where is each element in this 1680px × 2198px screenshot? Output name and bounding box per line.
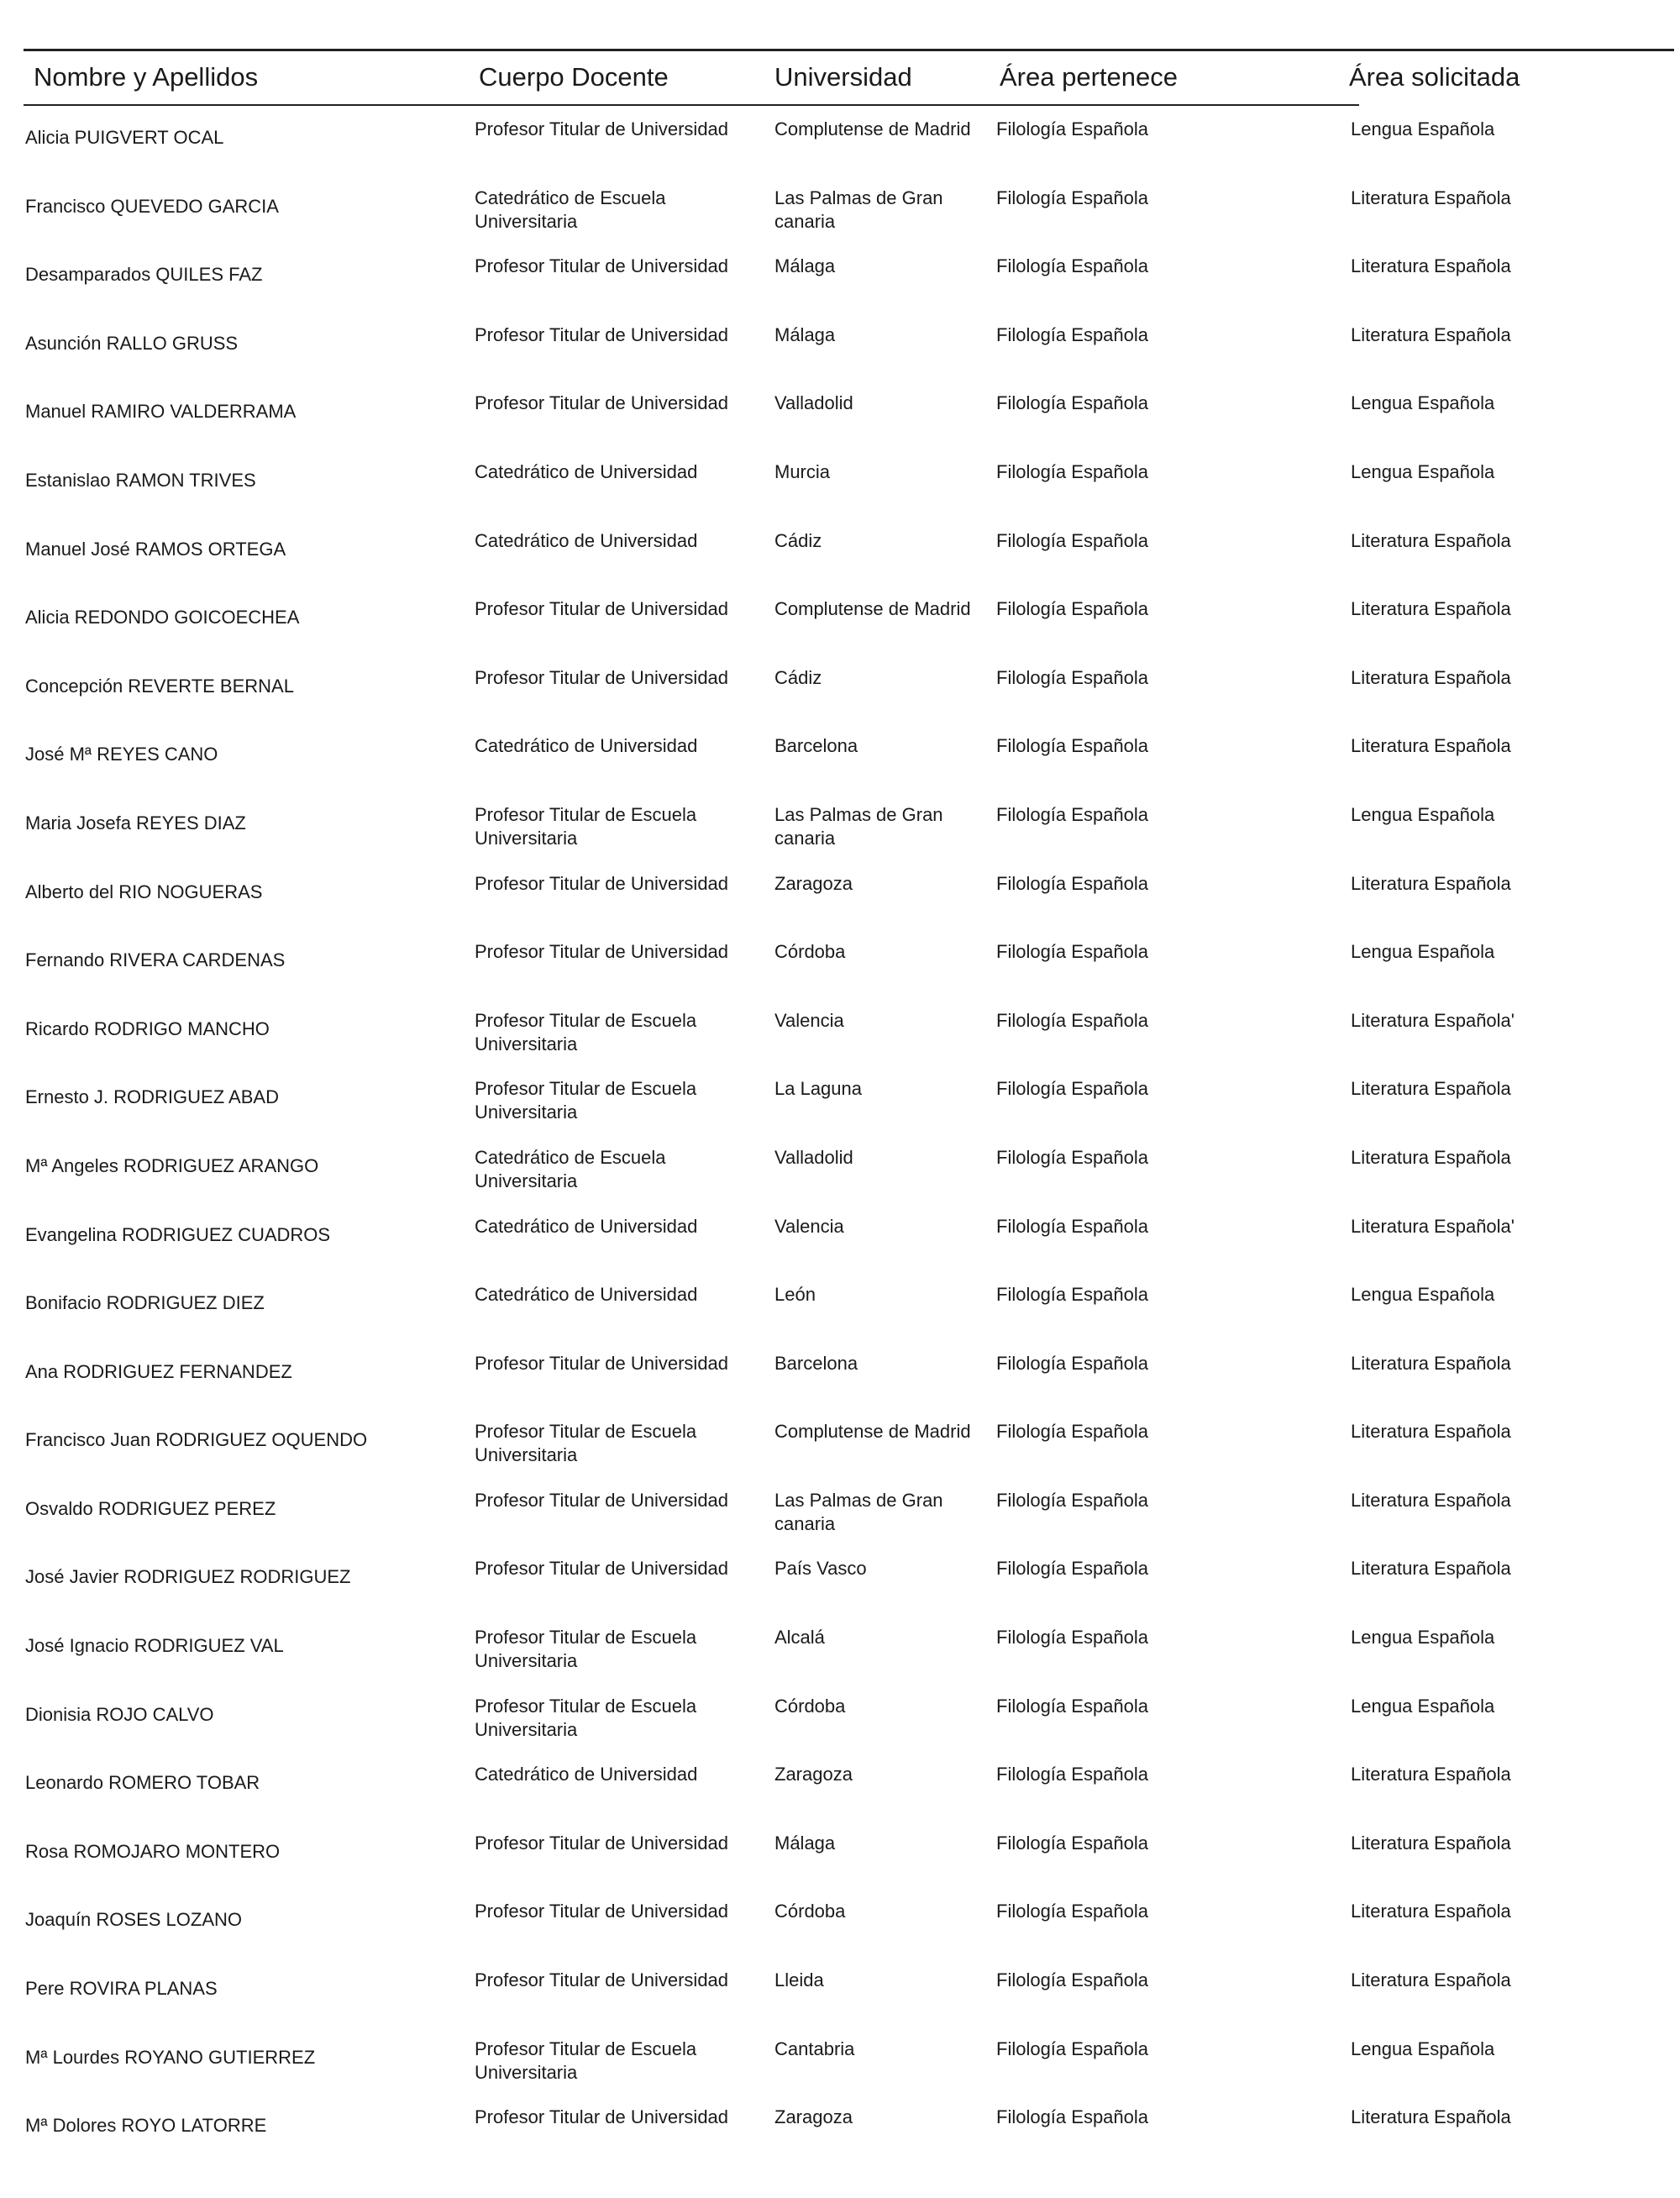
table-row (0, 1825, 1680, 1894)
cell-area-solicitada: Literatura Española (1351, 529, 1511, 551)
table-row (0, 1619, 1680, 1688)
cell-universidad: Las Palmas de Gran canaria (774, 187, 943, 232)
cell-nombre: Francisco Juan RODRIGUEZ OQUENDO (25, 1429, 368, 1451)
cell-universidad: Cádiz (774, 529, 822, 551)
cell-area-pertenece: Filología Española (996, 323, 1149, 345)
table-row (0, 865, 1680, 934)
cell-cuerpo: Profesor Titular de Universidad (475, 1352, 729, 1374)
cell-cuerpo: Profesor Titular de Escuela Universitaria (475, 2038, 697, 2083)
cell-area-pertenece: Filología Española (996, 255, 1149, 277)
cell-cuerpo: Profesor Titular de Escuela Universitaria (475, 1695, 697, 1740)
cell-cuerpo: Profesor Titular de Universidad (475, 1901, 729, 1922)
cell-area-pertenece: Filología Española (996, 1627, 1149, 1648)
cell-cuerpo: Profesor Titular de Universidad (475, 118, 729, 139)
cell-area-solicitada: Literatura Española (1351, 187, 1511, 208)
table-row (0, 1893, 1680, 1962)
cell-area-pertenece: Filología Española (996, 1421, 1149, 1443)
cell-area-solicitada: Literatura Española (1351, 872, 1511, 894)
cell-nombre: Mª Angeles RODRIGUEZ ARANGO (25, 1154, 319, 1176)
cell-cuerpo: Profesor Titular de Universidad (475, 392, 729, 414)
cell-universidad: País Vasco (774, 1558, 867, 1580)
table-row (0, 797, 1680, 865)
cell-universidad: Zaragoza (774, 872, 853, 894)
table-row (0, 111, 1680, 180)
top-rule (24, 49, 1674, 51)
cell-universidad: Córdoba (774, 941, 846, 963)
cell-universidad: Lleida (774, 1969, 824, 1991)
table-row (0, 1276, 1680, 1345)
cell-area-solicitada: Literatura Española (1351, 1969, 1511, 1991)
table-row (0, 1482, 1680, 1551)
cell-cuerpo: Catedrático de Universidad (475, 1764, 698, 1785)
cell-area-pertenece: Filología Española (996, 1009, 1149, 1031)
cell-nombre: Leonardo ROMERO TOBAR (25, 1772, 260, 1794)
cell-area-solicitada: Lengua Española (1351, 118, 1495, 139)
cell-area-solicitada: Literatura Española' (1351, 1009, 1515, 1031)
cell-nombre: José Mª REYES CANO (25, 744, 218, 765)
cell-cuerpo: Profesor Titular de Escuela Universitaria (475, 803, 697, 849)
table-row (0, 1413, 1680, 1482)
table-row (0, 523, 1680, 592)
cell-area-solicitada: Literatura Española (1351, 1146, 1511, 1168)
cell-nombre: Alicia REDONDO GOICOECHEA (25, 607, 300, 628)
cell-area-pertenece: Filología Española (996, 598, 1149, 620)
cell-nombre: Dionisia ROJO CALVO (25, 1703, 214, 1725)
table-row (0, 1550, 1680, 1619)
cell-area-solicitada: Literatura Española (1351, 323, 1511, 345)
cell-nombre: Fernando RIVERA CARDENAS (25, 949, 286, 971)
cell-nombre: Concepción REVERTE BERNAL (25, 675, 294, 697)
table-row (0, 591, 1680, 660)
table-row (0, 2099, 1680, 2168)
header-cuerpo: Cuerpo Docente (479, 62, 669, 92)
cell-area-pertenece: Filología Española (996, 666, 1149, 688)
cell-universidad: Cádiz (774, 666, 822, 688)
cell-nombre: Desamparados QUILES FAZ (25, 264, 263, 286)
table-row (0, 728, 1680, 797)
cell-universidad: Barcelona (774, 735, 858, 757)
table-row (0, 660, 1680, 728)
table-row (0, 2031, 1680, 2100)
cell-area-solicitada: Literatura Española (1351, 735, 1511, 757)
table-row (0, 1756, 1680, 1825)
header-nombre: Nombre y Apellidos (34, 62, 259, 92)
cell-nombre: Asunción RALLO GRUSS (25, 332, 239, 354)
cell-area-pertenece: Filología Española (996, 187, 1149, 208)
cell-universidad: Las Palmas de Gran canaria (774, 1489, 943, 1534)
cell-nombre: Alicia PUIGVERT OCAL (25, 127, 224, 148)
cell-universidad: Málaga (774, 1832, 836, 1854)
table-row (0, 1070, 1680, 1139)
cell-universidad: Córdoba (774, 1901, 846, 1922)
cell-nombre: Pere ROVIRA PLANAS (25, 1978, 218, 2000)
cell-universidad: Complutense de Madrid (774, 118, 971, 139)
header-area-solicitada: Área solicitada (1349, 62, 1520, 92)
cell-universidad: Complutense de Madrid (774, 598, 971, 620)
cell-universidad: Cantabria (774, 2038, 855, 2059)
table-row (0, 1962, 1680, 2031)
table-row (0, 1345, 1680, 1414)
cell-area-solicitada: Literatura Española (1351, 1421, 1511, 1443)
cell-universidad: León (774, 1284, 816, 1306)
cell-cuerpo: Profesor Titular de Escuela Universitaria (475, 1078, 697, 1123)
cell-area-pertenece: Filología Española (996, 2038, 1149, 2059)
cell-nombre: José Javier RODRIGUEZ RODRIGUEZ (25, 1566, 351, 1588)
cell-area-solicitada: Lengua Española (1351, 1695, 1495, 1717)
table-header (0, 59, 1680, 101)
table-row (0, 180, 1680, 249)
cell-area-solicitada: Lengua Española (1351, 1284, 1495, 1306)
cell-universidad: Zaragoza (774, 1764, 853, 1785)
cell-cuerpo: Profesor Titular de Escuela Universitaria (475, 1009, 697, 1054)
cell-universidad: Murcia (774, 460, 831, 482)
cell-nombre: Ricardo RODRIGO MANCHO (25, 1017, 270, 1039)
cell-cuerpo: Profesor Titular de Universidad (475, 872, 729, 894)
cell-cuerpo: Profesor Titular de Universidad (475, 323, 729, 345)
cell-area-solicitada: Literatura Española (1351, 255, 1511, 277)
cell-nombre: Manuel RAMIRO VALDERRAMA (25, 401, 297, 423)
cell-area-solicitada: Literatura Española (1351, 1901, 1511, 1922)
cell-nombre: Joaquín ROSES LOZANO (25, 1909, 242, 1931)
cell-area-pertenece: Filología Española (996, 872, 1149, 894)
cell-area-solicitada: Literatura Española' (1351, 1215, 1515, 1237)
cell-cuerpo: Profesor Titular de Escuela Universitaria (475, 1421, 697, 1466)
cell-universidad: Valladolid (774, 1146, 853, 1168)
cell-area-pertenece: Filología Española (996, 1352, 1149, 1374)
table-row (0, 1688, 1680, 1757)
cell-area-solicitada: Literatura Española (1351, 1558, 1511, 1580)
table-row (0, 317, 1680, 386)
cell-universidad: Valladolid (774, 392, 853, 414)
cell-universidad: Málaga (774, 255, 836, 277)
cell-area-pertenece: Filología Española (996, 735, 1149, 757)
cell-universidad: Alcalá (774, 1627, 825, 1648)
cell-area-pertenece: Filología Española (996, 1901, 1149, 1922)
cell-area-pertenece: Filología Española (996, 1146, 1149, 1168)
cell-cuerpo: Profesor Titular de Universidad (475, 666, 729, 688)
cell-area-pertenece: Filología Española (996, 1215, 1149, 1237)
cell-nombre: Rosa ROMOJARO MONTERO (25, 1840, 281, 1862)
cell-nombre: Ana RODRIGUEZ FERNANDEZ (25, 1360, 292, 1382)
cell-nombre: Estanislao RAMON TRIVES (25, 469, 256, 491)
cell-area-solicitada: Lengua Española (1351, 460, 1495, 482)
cell-area-pertenece: Filología Española (996, 1764, 1149, 1785)
table-row (0, 1208, 1680, 1277)
cell-cuerpo: Profesor Titular de Universidad (475, 255, 729, 277)
cell-area-pertenece: Filología Española (996, 1695, 1149, 1717)
cell-area-pertenece: Filología Española (996, 460, 1149, 482)
cell-cuerpo: Profesor Titular de Universidad (475, 1489, 729, 1511)
cell-area-solicitada: Lengua Española (1351, 392, 1495, 414)
cell-area-pertenece: Filología Española (996, 392, 1149, 414)
cell-nombre: Ernesto J. RODRIGUEZ ABAD (25, 1086, 279, 1108)
cell-area-pertenece: Filología Española (996, 803, 1149, 825)
cell-universidad: Málaga (774, 323, 836, 345)
cell-area-solicitada: Lengua Española (1351, 2038, 1495, 2059)
cell-area-pertenece: Filología Española (996, 1489, 1149, 1511)
cell-nombre: Manuel José RAMOS ORTEGA (25, 538, 286, 560)
cell-universidad: Zaragoza (774, 2106, 853, 2128)
cell-universidad: Las Palmas de Gran canaria (774, 803, 943, 849)
table-row (0, 933, 1680, 1002)
cell-universidad: Córdoba (774, 1695, 846, 1717)
cell-area-solicitada: Literatura Española (1351, 666, 1511, 688)
cell-cuerpo: Catedrático de Universidad (475, 460, 698, 482)
cell-area-solicitada: Literatura Española (1351, 598, 1511, 620)
cell-nombre: Osvaldo RODRIGUEZ PEREZ (25, 1497, 276, 1519)
cell-cuerpo: Profesor Titular de Universidad (475, 598, 729, 620)
table-row (0, 454, 1680, 523)
cell-area-pertenece: Filología Española (996, 118, 1149, 139)
cell-cuerpo: Catedrático de Universidad (475, 529, 698, 551)
cell-nombre: Francisco QUEVEDO GARCIA (25, 195, 279, 217)
cell-universidad: Barcelona (774, 1352, 858, 1374)
cell-area-solicitada: Lengua Española (1351, 1627, 1495, 1648)
table-row (0, 385, 1680, 454)
table-row (0, 248, 1680, 317)
cell-cuerpo: Profesor Titular de Universidad (475, 1969, 729, 1991)
cell-cuerpo: Catedrático de Universidad (475, 1284, 698, 1306)
cell-area-solicitada: Literatura Española (1351, 2106, 1511, 2128)
cell-area-pertenece: Filología Española (996, 1558, 1149, 1580)
header-universidad: Universidad (774, 62, 912, 92)
table-body (0, 111, 1680, 2168)
cell-area-solicitada: Lengua Española (1351, 941, 1495, 963)
cell-cuerpo: Profesor Titular de Universidad (475, 941, 729, 963)
cell-nombre: José Ignacio RODRIGUEZ VAL (25, 1635, 284, 1657)
cell-universidad: La Laguna (774, 1078, 862, 1100)
cell-cuerpo: Profesor Titular de Universidad (475, 2106, 729, 2128)
cell-area-solicitada: Literatura Española (1351, 1352, 1511, 1374)
cell-universidad: Complutense de Madrid (774, 1421, 971, 1443)
cell-cuerpo: Catedrático de Universidad (475, 1215, 698, 1237)
cell-cuerpo: Profesor Titular de Escuela Universitaria (475, 1627, 697, 1672)
cell-area-solicitada: Literatura Española (1351, 1764, 1511, 1785)
cell-area-pertenece: Filología Española (996, 1969, 1149, 1991)
table-row (0, 1139, 1680, 1208)
cell-cuerpo: Profesor Titular de Universidad (475, 1832, 729, 1854)
cell-cuerpo: Catedrático de Universidad (475, 735, 698, 757)
cell-area-pertenece: Filología Española (996, 1832, 1149, 1854)
cell-area-solicitada: Literatura Española (1351, 1078, 1511, 1100)
cell-cuerpo: Catedrático de Escuela Universitaria (475, 187, 666, 232)
header-rule (24, 104, 1359, 106)
cell-area-pertenece: Filología Española (996, 2106, 1149, 2128)
cell-universidad: Valencia (774, 1009, 844, 1031)
cell-area-solicitada: Literatura Española (1351, 1832, 1511, 1854)
cell-area-pertenece: Filología Española (996, 1284, 1149, 1306)
cell-area-solicitada: Lengua Española (1351, 803, 1495, 825)
cell-area-solicitada: Literatura Española (1351, 1489, 1511, 1511)
cell-nombre: Bonifacio RODRIGUEZ DIEZ (25, 1292, 265, 1314)
cell-nombre: Maria Josefa REYES DIAZ (25, 812, 246, 833)
cell-nombre: Mª Dolores ROYO LATORRE (25, 2115, 267, 2137)
cell-area-pertenece: Filología Española (996, 941, 1149, 963)
cell-cuerpo: Profesor Titular de Universidad (475, 1558, 729, 1580)
cell-nombre: Evangelina RODRIGUEZ CUADROS (25, 1223, 331, 1245)
cell-cuerpo: Catedrático de Escuela Universitaria (475, 1146, 666, 1191)
cell-area-pertenece: Filología Española (996, 1078, 1149, 1100)
cell-nombre: Mª Lourdes ROYANO GUTIERREZ (25, 2046, 316, 2068)
cell-nombre: Alberto del RIO NOGUERAS (25, 881, 263, 902)
cell-area-pertenece: Filología Española (996, 529, 1149, 551)
cell-universidad: Valencia (774, 1215, 844, 1237)
header-area-pertenece: Área pertenece (1000, 62, 1178, 92)
table-row (0, 1002, 1680, 1071)
